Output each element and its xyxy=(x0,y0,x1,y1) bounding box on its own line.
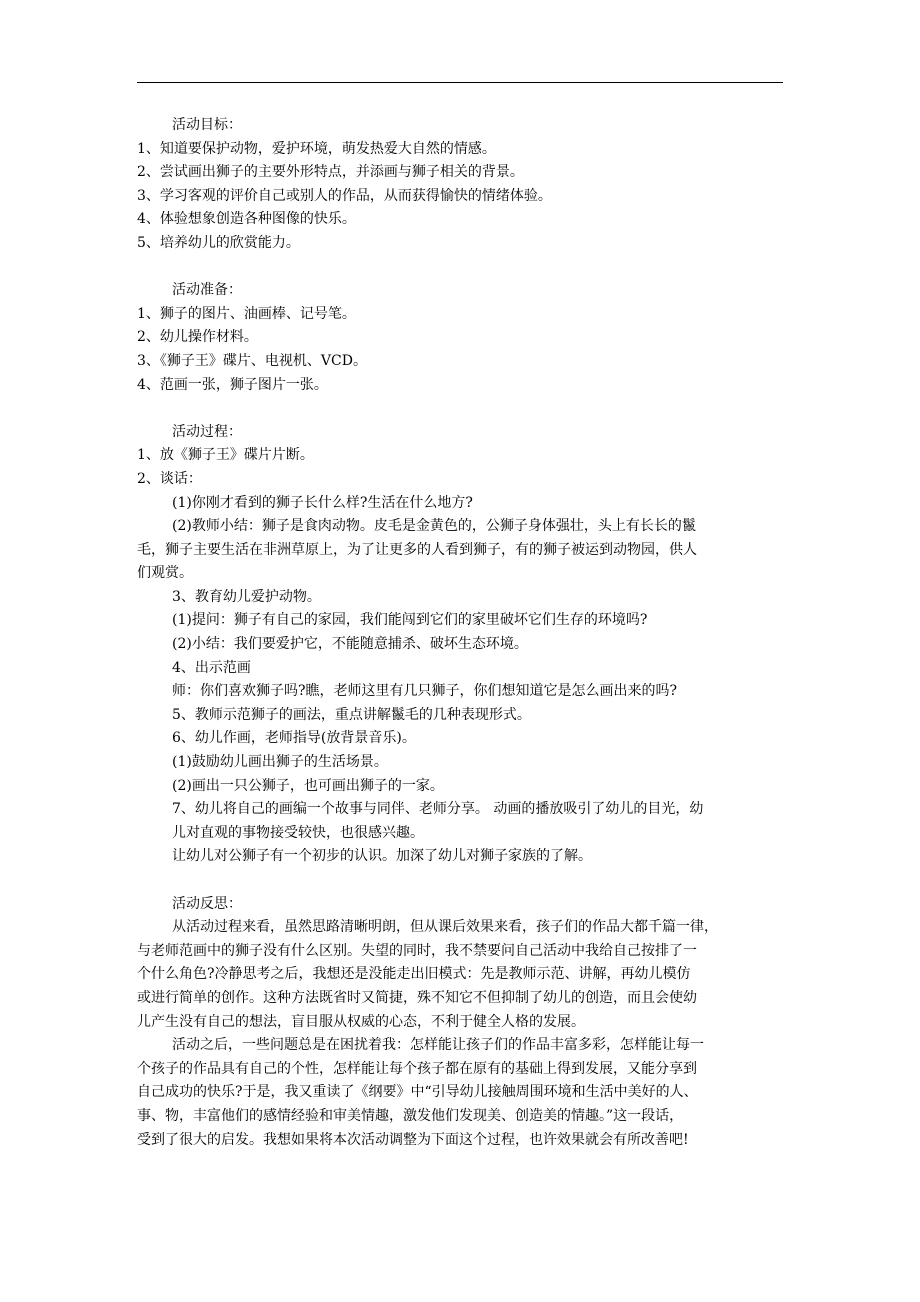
section-gap xyxy=(137,869,787,893)
reflection-line: 自己成功的快乐?于是，我又重读了《纲要》中“引导幼儿接触周围环境和生活中美好的人、 xyxy=(137,1084,698,1101)
process-line: 们观赏。 xyxy=(137,565,193,582)
reflection-line: 受到了很大的启发。我想如果将本次活动调整为下面这个过程，也许效果就会有所改善吧! xyxy=(137,1131,689,1148)
process-line: 师：你们喜欢狮子吗?瞧，老师这里有几只狮子，你们想知道它是怎么画出来的吗? xyxy=(172,683,678,700)
process-line: 5、教师示范狮子的画法，重点讲解鬣毛的几种表现形式。 xyxy=(172,706,531,723)
process-line: 毛，狮子主要生活在非洲草原上，为了让更多的人看到狮子，有的狮子被运到动物园，供人 xyxy=(137,541,697,558)
process-line: 3、教育幼儿爱护动物。 xyxy=(172,588,321,605)
prep-item: 4、范画一张，狮子图片一张。 xyxy=(137,376,328,393)
process-line: 7、幼儿将自己的画编一个故事与同伴、老师分享。 动画的播放吸引了幼儿的目光，幼 xyxy=(172,801,704,818)
reflection-line: 个孩子的作品具有自己的个性，怎样能让每个孩子都在原有的基础上得到发展，又能分享到 xyxy=(137,1060,697,1077)
goal-item: 5、培养幼儿的欣赏能力。 xyxy=(137,234,300,251)
process-line: (1)你刚才看到的狮子长什么样?生活在什么地方? xyxy=(172,494,473,511)
reflection-line: 活动之后，一些问题总是在困扰着我：怎样能让孩子们的作品丰富多彩，怎样能让每一 xyxy=(172,1037,704,1054)
process-line: 4、出示范画 xyxy=(172,659,251,676)
goal-item: 4、体验想象创造各种图像的快乐。 xyxy=(137,211,356,228)
prep-item: 3、《狮子王》碟片、电视机、VCD。 xyxy=(137,352,367,369)
process-line: 让幼儿对公狮子有一个初步的认识。加深了幼儿对狮子家族的了解。 xyxy=(172,848,592,865)
section-gap xyxy=(137,256,787,280)
reflection-heading: 活动反思： xyxy=(172,895,242,912)
reflection-line: 个什么角色?冷静思考之后，我想还是没能走出旧模式：先是教师示范、讲解，再幼儿模仿 xyxy=(137,966,691,983)
document-body xyxy=(137,114,787,1152)
process-line: (2)教师小结：狮子是食肉动物。皮毛是金黄色的，公狮子身体强壮，头上有长长的鬣 xyxy=(172,518,696,535)
reflection-line: 从活动过程来看，虽然思路清晰明朗，但从课后效果来看，孩子们的作品大都千篇一律， xyxy=(172,919,718,936)
reflection-line: 儿产生没有自己的想法，盲目服从权威的心态，不利于健全人格的发展。 xyxy=(137,1013,585,1030)
reflection-line: 或进行简单的创作。这种方法既省时又简捷，殊不知它不但抑制了幼儿的创造，而且会使幼 xyxy=(137,989,697,1006)
goal-item: 2、尝试画出狮子的主要外形特点，并添画与狮子相关的背景。 xyxy=(137,164,524,181)
process-line: (2)小结：我们要爱护它，不能随意捕杀、破坏生态环境。 xyxy=(172,636,528,653)
reflection-line: 与老师范画中的狮子没有什么区别。失望的同时，我不禁要问自己活动中我给自己按排了一 xyxy=(137,942,697,959)
process-heading: 活动过程： xyxy=(172,423,242,440)
process-line: (2)画出一只公狮子，也可画出狮子的一家。 xyxy=(172,777,444,794)
section-gap xyxy=(137,397,787,421)
header-rule xyxy=(137,82,783,83)
process-line: 2、谈话： xyxy=(137,470,202,487)
reflection-line: 事、物，丰富他们的感情经验和审美情趣，激发他们发现美、创造美的情趣。”这一段话， xyxy=(137,1107,684,1124)
process-line: 1、放《狮子王》碟片片断。 xyxy=(137,447,314,464)
goal-item: 1、知道要保护动物，爱护环境，萌发热爱大自然的情感。 xyxy=(137,140,496,157)
prep-heading: 活动准备： xyxy=(172,282,242,299)
process-line: 6、幼儿作画，老师指导(放背景音乐)。 xyxy=(172,730,416,747)
process-line: (1)鼓励幼儿画出狮子的生活场景。 xyxy=(172,754,388,771)
prep-item: 1、狮子的图片、油画棒、记号笔。 xyxy=(137,305,356,322)
goal-item: 3、学习客观的评价自己或别人的作品，从而获得愉快的情绪体验。 xyxy=(137,187,552,204)
process-line: 儿对直观的事物接受较快，也很感兴趣。 xyxy=(172,824,424,841)
process-line: (1)提问：狮子有自己的家园，我们能闯到它们的家里破坏它们生存的环境吗? xyxy=(172,612,648,629)
prep-item: 2、幼儿操作材料。 xyxy=(137,329,258,346)
goals-heading: 活动目标： xyxy=(172,117,242,133)
